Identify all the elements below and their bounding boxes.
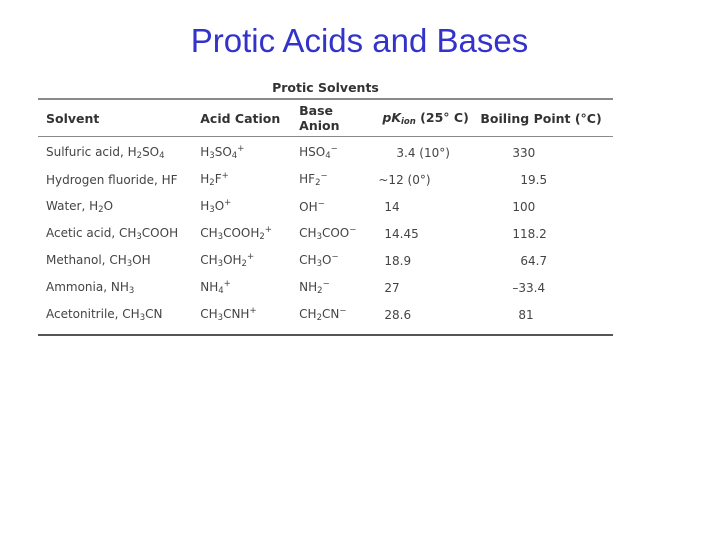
table-row	[38, 274, 613, 301]
pk-label: pK	[382, 109, 402, 125]
cell-acid-cation: $CH_3CNH^+$	[200, 306, 257, 323]
table-row	[38, 247, 613, 274]
header-acid-cation: Acid Cation	[200, 110, 281, 126]
header-pk-ion	[374, 99, 472, 137]
header-boiling-point: Boiling Point (°C)	[480, 110, 602, 126]
cell-pk-ion: 14.45	[384, 226, 419, 241]
header-row	[38, 99, 613, 137]
cell-solvent: Acetonitrile, $CH_3CN$	[46, 306, 163, 323]
cell-base-anion: $HSO_4^-$	[299, 144, 338, 161]
table-body	[38, 137, 613, 336]
cell-acid-cation: $H_2F^+$	[200, 171, 229, 188]
table-row	[38, 193, 613, 220]
header-solvent: Solvent	[46, 110, 100, 126]
cell-boiling-point: 100	[512, 199, 536, 214]
cell-boiling-point: 64.7	[520, 253, 548, 268]
protic-solvents-table	[38, 98, 613, 336]
cell-base-anion: $HF_2^-$	[299, 171, 328, 188]
cell-boiling-point: 19.5	[520, 172, 548, 187]
cell-boiling-point: 118.2	[512, 226, 547, 241]
cell-pk-ion: 18.9	[384, 253, 412, 268]
table-row	[38, 166, 613, 193]
cell-pk-ion: 27	[384, 280, 400, 295]
cell-solvent: Water, $H_2O$	[46, 198, 114, 215]
cell-base-anion: $CH_3COO^-$	[299, 225, 357, 242]
cell-base-anion: $NH_2^-$	[299, 279, 330, 296]
cell-solvent: Ammonia, $NH_3$	[46, 279, 135, 296]
cell-boiling-point: 81	[518, 307, 534, 322]
cell-base-anion: OH−	[299, 199, 325, 214]
cell-boiling-point: 330	[512, 145, 536, 160]
header-base-anion: Base Anion	[299, 103, 340, 133]
table-row	[38, 301, 613, 335]
cell-pk-ion: 28.6	[384, 307, 412, 322]
cell-acid-cation: $NH_4^+$	[200, 279, 231, 296]
table-row	[38, 137, 613, 167]
cell-acid-cation: $CH_3COOH_2^+$	[200, 225, 272, 242]
cell-base-anion: $CH_2CN^-$	[299, 306, 347, 323]
cell-pk-ion: 3.4 (10°)	[396, 145, 450, 160]
cell-base-anion: $CH_3O^-$	[299, 252, 339, 269]
slide-title: Protic Acids and Bases	[190, 22, 529, 59]
table-row	[38, 220, 613, 247]
cell-solvent: Methanol, $CH_3OH$	[46, 252, 151, 269]
cell-acid-cation: $H_3O^+$	[200, 198, 232, 215]
cell-acid-cation: $H_3SO_4^+$	[200, 144, 245, 161]
cell-pk-ion: ~12 (0°)	[378, 172, 431, 187]
cell-solvent: Sulfuric acid, $H_2SO_4$	[46, 144, 165, 161]
cell-solvent: Hydrogen fluoride, HF	[46, 172, 178, 187]
protic-solvents-table-container	[38, 78, 613, 336]
pk-subscript: ion	[401, 116, 416, 127]
table-caption: Protic Solvents	[272, 80, 379, 95]
cell-boiling-point: –33.4	[512, 280, 546, 295]
cell-solvent: Acetic acid, $CH_3COOH$	[46, 225, 179, 242]
pk-temp: (25° C)	[415, 109, 469, 125]
cell-acid-cation: $CH_3OH_2^+$	[200, 252, 255, 269]
cell-pk-ion: 14	[384, 199, 400, 214]
